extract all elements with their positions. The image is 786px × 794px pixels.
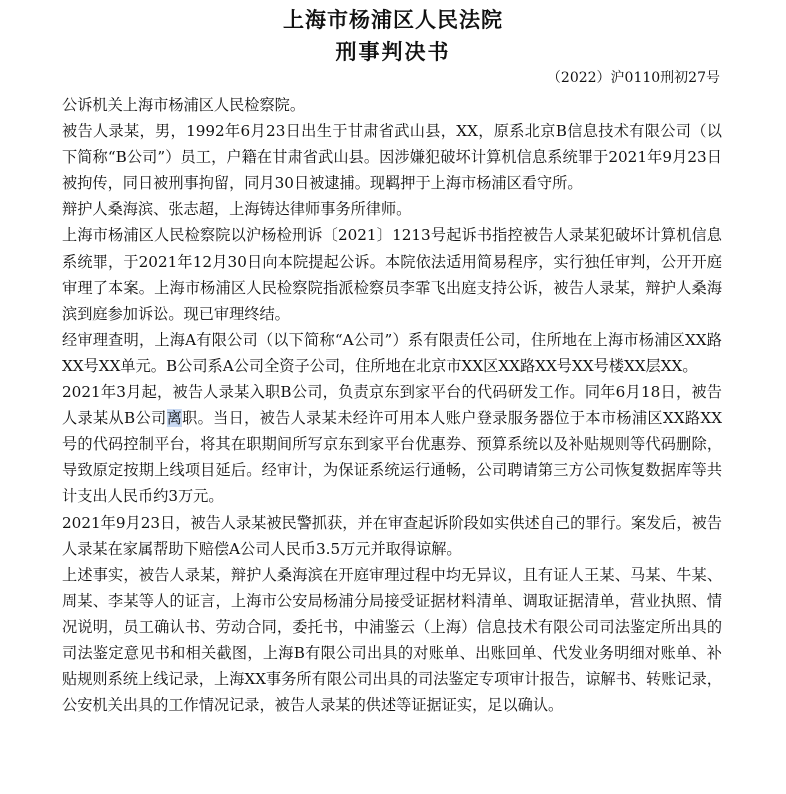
document-title: 刑事判决书: [335, 40, 451, 64]
paragraph-arrest: 2021年9月23日，被告人录某被民警抓获，并在审查起诉阶段如实供述自己的罪行。案发后，被告人录某在家属帮助下赔偿A公司人民币3.5万元并取得谅解。: [62, 513, 722, 558]
court-name: 上海市杨浦区人民法院: [283, 8, 503, 32]
judgment-body: [62, 92, 722, 718]
offense-text-after: 职。当日，被告人录某未经许可用本人账户登录服务器位于本市杨浦区XX路XX号的代码控制平台，将其在职期间所写京东到家平台优惠券、预算系统以及补贴规则等代码删除，导致原定按期上线项目延后。经审计，为保证系统运行通畅，公司聘请第三方公司恢复数据库等共计支出人民币约3万元。: [62, 409, 723, 506]
text-selection-highlight[interactable]: 离: [166, 409, 183, 428]
case-number: （2022）沪0110刑初27号: [546, 70, 720, 86]
offense-text-before: 2021年3月起，被告人录某入职B公司，负责京东到家平台的代码研发工作。同年6月18日，被告人录某从B公司: [62, 383, 722, 428]
paragraph-defense-counsel: 辩护人桑海滨、张志超，上海铸达律师事务所律师。: [62, 200, 412, 219]
paragraph-company-facts: 经审理查明，上海A有限公司（以下简称“A公司”）系有限责任公司，住所地在上海市杨浦区XX路XX号XX单元。B公司系A公司全资子公司，住所地在北京市XX区XX路XX号XX号楼XX层XX。: [62, 330, 722, 375]
paragraph-defendant: 被告人录某，男，1992年6月23日出生于甘肃省武山县，XX，原系北京B信息技术有限公司（以下简称“B公司”）员工，户籍在甘肃省武山县。因涉嫌犯破坏计算机信息系统罪于2021年9月23日被拘传，同日被刑事拘留，同月30日被逮捕。现羁押于上海市杨浦区看守所。: [62, 122, 722, 193]
paragraph-prosecutor: 公诉机关上海市杨浦区人民检察院。: [62, 96, 305, 114]
paragraph-evidence: 上述事实，被告人录某，辩护人桑海滨在开庭审理过程中均无异议，且有证人王某、马某、牛某、周某、李某等人的证言，上海市公安局杨浦分局接受证据材料清单、调取证据清单，营业执照、情况说明，员工确认书、劳动合同，委托书，中浦鉴云（上海）信息技术有限公司司法鉴定所出具的司法鉴定意见书和相关截图，上海B有限公司出具的对账单、出账回单、代发业务明细对账单、补贴规则系统上线记录，上海XX事务所有限公司出具的司法鉴定专项审计报告，谅解书、转账记录，公安机关出具的工作情况记录，被告人录某的供述等证据证实，足以确认。: [62, 565, 722, 715]
paragraph-offense-facts: [62, 379, 722, 509]
paragraph-indictment: 上海市杨浦区人民检察院以沪杨检刑诉〔2021〕1213号起诉书指控被告人录某犯破坏计算机信息系统罪，于2021年12月30日向本院提起公诉。本院依法适用简易程序，实行独任审判，公开开庭审理了本案。上海市杨浦区人民检察院指派检察员李霏飞出庭支持公诉，被告人录某，辩护人桑海滨到庭参加诉讼。现已审理终结。: [62, 226, 722, 323]
